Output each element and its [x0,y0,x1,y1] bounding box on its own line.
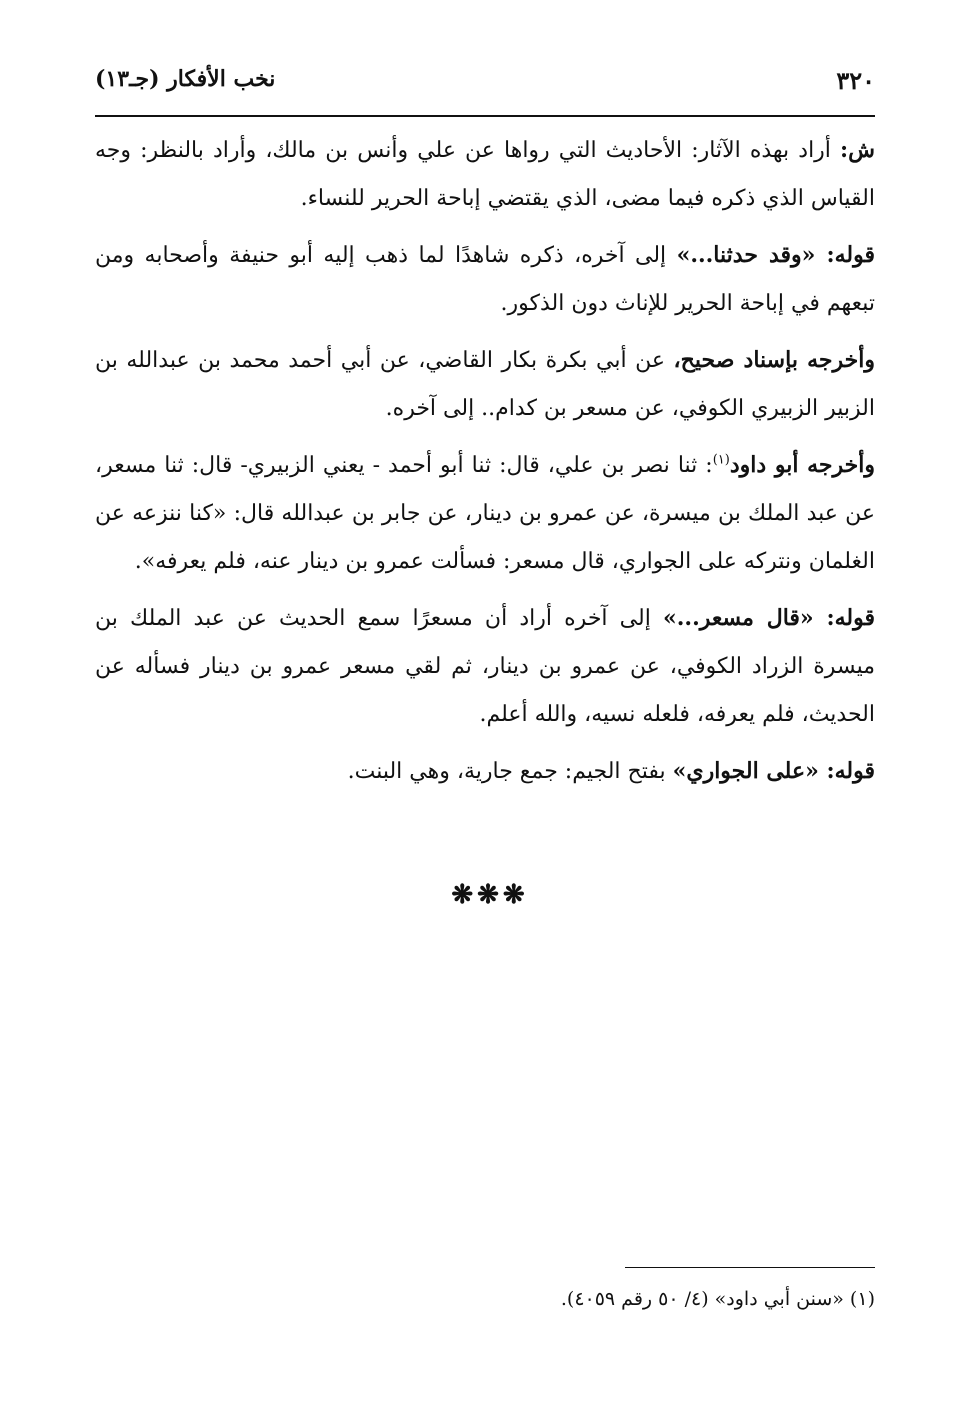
paragraph-text: إلى آخره أراد أن مسعرًا سمع الحديث عن عبد الملك بن ميسرة الزراد الكوفي، عن عمرو بن دينار، ثم لقي مسعر عمرو بن دينار فسأله عن الحديث، فلم يعرفه، فلعله نسيه، والله أعلم. [95,606,875,727]
paragraph-qawluhu-2 [95,594,875,739]
header-rule [95,115,875,117]
paragraph-lead: وأخرجه أبو داود [729,452,875,478]
paragraph-lead: قوله: «على الجواري» [672,758,875,784]
paragraph-qawluhu-3 [95,747,875,796]
paragraph-lead: ش: [840,137,875,163]
paragraph-text: إلى آخره، ذكره شاهدًا لما ذهب إليه أبو حنيفة وأصحابه ومن تبعهم في إباحة الحرير للإناث دون الذكور. [95,243,875,316]
section-separator: ❋❋❋ [451,880,529,910]
paragraph-lead: قوله: «وقد حدثنا...» [676,242,875,268]
page-header [95,66,875,106]
paragraph-text: بفتح الجيم: جمع جارية، وهي البنت. [347,759,673,784]
running-title: نخب الأفكار (جـ١٣) [95,66,276,92]
footnote-rule [625,1267,875,1268]
paragraph-isnad [95,336,875,433]
paragraph-lead: وأخرجه بإسناد صحيح، [673,347,875,373]
paragraph-text: عن أبي بكرة بكار القاضي، عن أبي أحمد محمد بن عبدالله بن الزبير الزبيري الكوفي، عن مسعر بن كدام.. إلى آخره. [95,348,875,421]
page-number: ٣٢٠ [836,66,875,95]
paragraph-abu-dawud [95,441,875,586]
paragraph-qawluhu-1 [95,231,875,328]
paragraph-lead: قوله: «قال مسعر...» [663,605,875,631]
paragraph-text: أراد بهذه الآثار: الأحاديث التي رواها عن علي وأنس بن مالك، وأراد بالنظر: وجه القياس الذي ذكره فيما مضى، الذي يقتضي إباحة الحرير للنساء. [95,138,875,211]
footnote-marker[interactable]: (١) [712,452,730,468]
body-text [95,126,875,804]
paragraph-commentary [95,126,875,223]
footnote: (١) «سنن أبي داود» (٤/ ٥٠ رقم ٤٠٥٩). [560,1288,875,1310]
paragraph-text: : ثنا نصر بن علي، قال: ثنا أبو أحمد - يعني الزبيري- قال: ثنا مسعر، عن عبد الملك بن ميسرة، عن عمرو بن دينار، عن جابر بن عبدالله قال: «كنا ننزعه عن الغلمان ونتركه على الجواري، قال مسعر: فسألت عمرو بن دينار عنه، فلم يعرفه». [95,453,875,574]
